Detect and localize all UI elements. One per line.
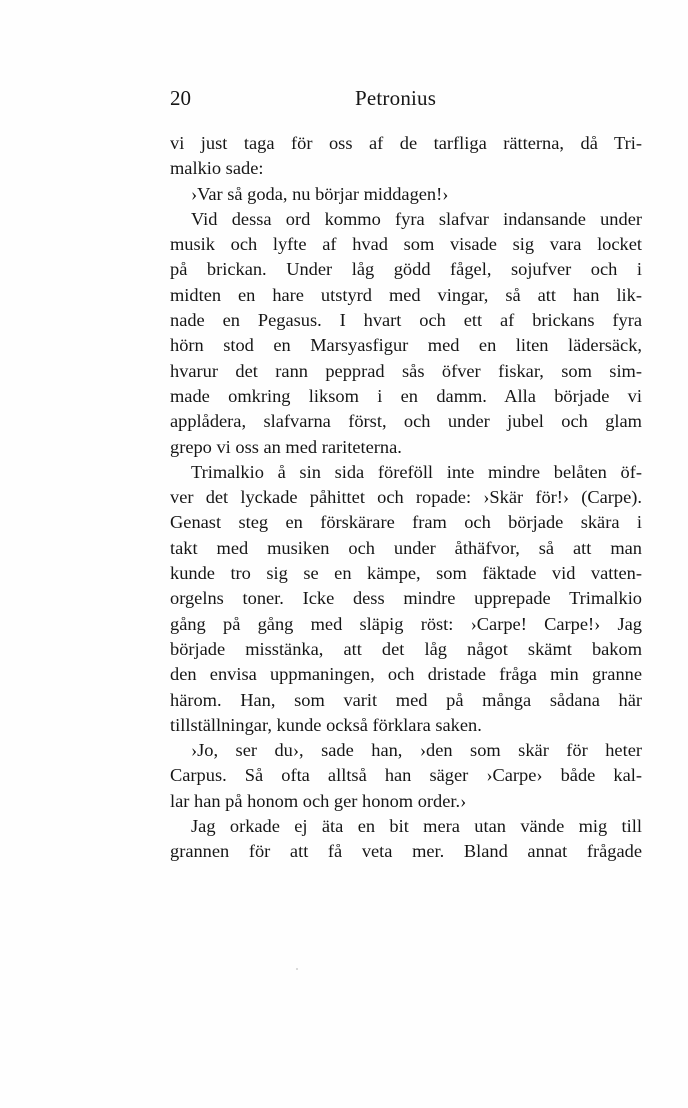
text-line: Carpus. Så ofta alltså han säger ›Carpe› både kal-	[170, 765, 642, 786]
text-line: härom. Han, som varit med på många sådana här	[170, 689, 642, 710]
text-line: Jag orkade ej äta en bit mera utan vände mig till	[191, 816, 642, 837]
text-line: midten en hare utstyrd med vingar, så att han lik-	[170, 284, 642, 305]
text-line: nade en Pegasus. I hvart och ett af brickans fyra	[170, 310, 642, 331]
text-line: kunde tro sig se en kämpe, som fäktade vid vatten-	[170, 563, 642, 584]
text-line: ›Var så goda, nu börjar middagen!›	[191, 183, 449, 204]
text-line: gång på gång med släpig röst: ›Carpe! Carpe!› Jag	[170, 613, 642, 634]
text-line: made omkring liksom i en damm. Alla började vi	[170, 385, 642, 406]
body-text	[170, 131, 642, 865]
text-line: hörn stod en Marsyasfigur med en liten lädersäck,	[170, 335, 642, 356]
text-line: musik och lyfte af hvad som visade sig vara locket	[170, 234, 642, 255]
text-line: malkio sade:	[170, 158, 264, 179]
text-line: ver det lyckade påhittet och ropade: ›Skär för!› (Carpe).	[170, 487, 642, 508]
text-line: tillställningar, kunde också förklara saken.	[170, 714, 482, 735]
page-number: 20	[170, 86, 191, 110]
text-line: Trimalkio å sin sida föreföll inte mindre belåten öf-	[191, 461, 642, 482]
text-line: på brickan. Under låg gödd fågel, sojufver och i	[170, 259, 642, 280]
text-line: grannen för att få veta mer. Bland annat frågade	[170, 841, 642, 862]
text-line: applådera, slafvarna först, och under jubel och glam	[170, 411, 642, 432]
text-line: Genast steg en förskärare fram och började skära i	[170, 512, 642, 533]
paper-speck	[296, 968, 298, 970]
running-header	[170, 86, 470, 116]
text-line: takt med musiken och under åthäfvor, så att man	[170, 537, 642, 558]
text-line: vi just taga för oss af de tarfliga rätterna, då Tri-	[170, 133, 642, 153]
text-line: lar han på honom och ger honom order.›	[170, 790, 467, 811]
text-line: Vid dessa ord kommo fyra slafvar indansande under	[191, 208, 642, 229]
running-title: Petronius	[355, 86, 437, 110]
text-line: ›Jo, ser du›, sade han, ›den som skär för heter	[191, 740, 642, 761]
text-line: grepo vi oss an med rariteterna.	[170, 436, 402, 457]
text-line: den envisa uppmaningen, och dristade fråga min granne	[170, 664, 642, 685]
text-line: började misstänka, att det låg något skämt bakom	[170, 638, 642, 659]
text-line: hvarur det rann pepprad sås öfver fiskar, som sim-	[170, 360, 642, 381]
text-line: orgelns toner. Icke dess mindre upprepade Trimalkio	[170, 588, 642, 609]
